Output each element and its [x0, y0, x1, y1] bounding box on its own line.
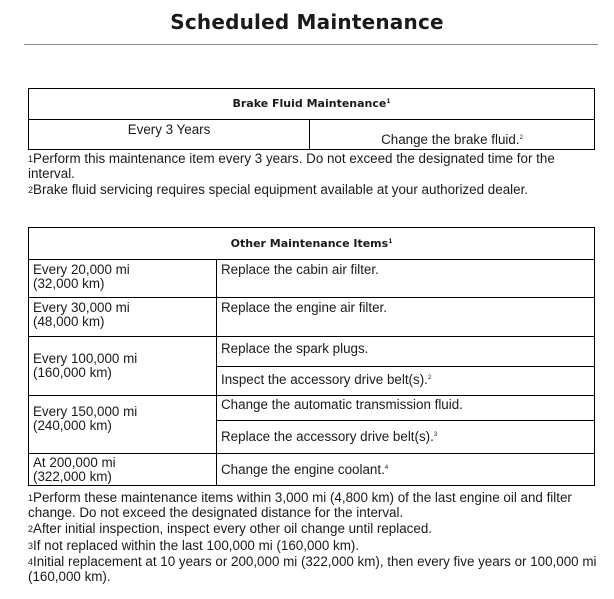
brake-interval-cell [29, 120, 310, 150]
table-row [29, 298, 595, 337]
interval-cell [29, 337, 217, 396]
brake-fluid-header [29, 89, 595, 120]
action-text: Replace the engine air filter. [221, 300, 387, 315]
action-text: Inspect the accessory drive belt(s). [221, 372, 428, 387]
brake-action-cell [310, 120, 595, 150]
action-text: Change the engine coolant. [221, 461, 385, 477]
interval-km: (240,000 km) [33, 418, 112, 433]
action-cell [217, 367, 595, 396]
action-cell [217, 421, 595, 454]
other-footnotes [28, 491, 598, 584]
action-footnote-mark: 4 [384, 464, 389, 471]
interval-km: (32,000 km) [33, 276, 105, 291]
footnote-text: If not replaced within the last 100,000 mi (160,000 km). [33, 537, 360, 553]
other-maintenance-header [29, 228, 595, 260]
action-cell [217, 298, 595, 337]
footnote-text: Perform these maintenance items within 3,000 mi (4,800 km) of the last engine oil and filter change. Do not exceed the designated distance for the interval. [28, 490, 572, 520]
action-text: Replace the cabin air filter. [221, 262, 379, 277]
interval-cell [29, 454, 217, 486]
interval-cell [29, 396, 217, 454]
brake-footnotes [28, 152, 598, 198]
interval-mi: Every 100,000 mi [33, 351, 138, 366]
interval-cell [29, 298, 217, 337]
table-row [29, 337, 595, 367]
footnote-mark: 2 [28, 524, 34, 534]
title-divider [24, 44, 598, 45]
table-row [29, 454, 595, 486]
page-title: Scheduled Maintenance [170, 10, 444, 34]
interval-mi: Every 20,000 mi [33, 262, 130, 277]
footnote-text: Initial replacement at 10 years or 200,000 mi (322,000 km), then every five years or 100,000 mi (160,000 km). [28, 554, 597, 584]
footnote-text: Brake fluid servicing requires special equipment available at your authorized dealer. [33, 182, 529, 197]
other-maintenance-table [28, 227, 595, 486]
footnote [28, 522, 598, 537]
brake-action: Change the brake fluid. [381, 132, 520, 147]
action-text: Replace the spark plugs. [221, 341, 369, 356]
interval-mi: At 200,000 mi [33, 455, 116, 470]
footnote-text: After initial inspection, inspect every other oil change until replaced. [33, 521, 432, 536]
action-text: Change the automatic transmission fluid. [221, 397, 463, 412]
interval-km: (48,000 km) [33, 314, 105, 329]
action-cell [217, 260, 595, 298]
action-cell [217, 454, 595, 486]
footnote-mark: 1 [28, 493, 34, 503]
action-footnote-mark: 2 [427, 375, 432, 381]
footnote [28, 555, 598, 584]
other-header-footnote-mark: 1 [388, 237, 393, 245]
footnote [28, 152, 598, 181]
brake-fluid-header-label: Brake Fluid Maintenance [232, 97, 387, 110]
brake-fluid-table [28, 88, 595, 150]
interval-mi: Every 30,000 mi [33, 300, 130, 315]
footnote-mark: 4 [28, 557, 34, 567]
footnote-mark: 3 [28, 540, 34, 551]
action-cell [217, 337, 595, 367]
footnote-mark: 2 [28, 185, 34, 195]
table-row [29, 396, 595, 421]
footnote [28, 539, 598, 554]
footnote [28, 183, 598, 198]
interval-km: (322,000 km) [33, 469, 112, 484]
brake-action-footnote-mark: 2 [519, 135, 523, 141]
action-text: Replace the accessory drive belt(s). [221, 429, 434, 444]
footnote-text: Perform this maintenance item every 3 years. Do not exceed the designated time for the interval. [28, 151, 555, 181]
other-maintenance-header-label: Other Maintenance Items [230, 236, 389, 250]
brake-header-footnote-mark: 1 [386, 98, 391, 105]
interval-km: (160,000 km) [33, 365, 112, 380]
footnote-mark: 1 [28, 154, 34, 164]
table-row [29, 260, 595, 298]
interval-mi: Every 150,000 mi [33, 404, 138, 419]
action-cell [217, 396, 595, 421]
action-footnote-mark: 3 [433, 432, 438, 438]
interval-cell [29, 260, 217, 298]
brake-interval: Every 3 Years [127, 122, 211, 137]
footnote [28, 491, 598, 520]
